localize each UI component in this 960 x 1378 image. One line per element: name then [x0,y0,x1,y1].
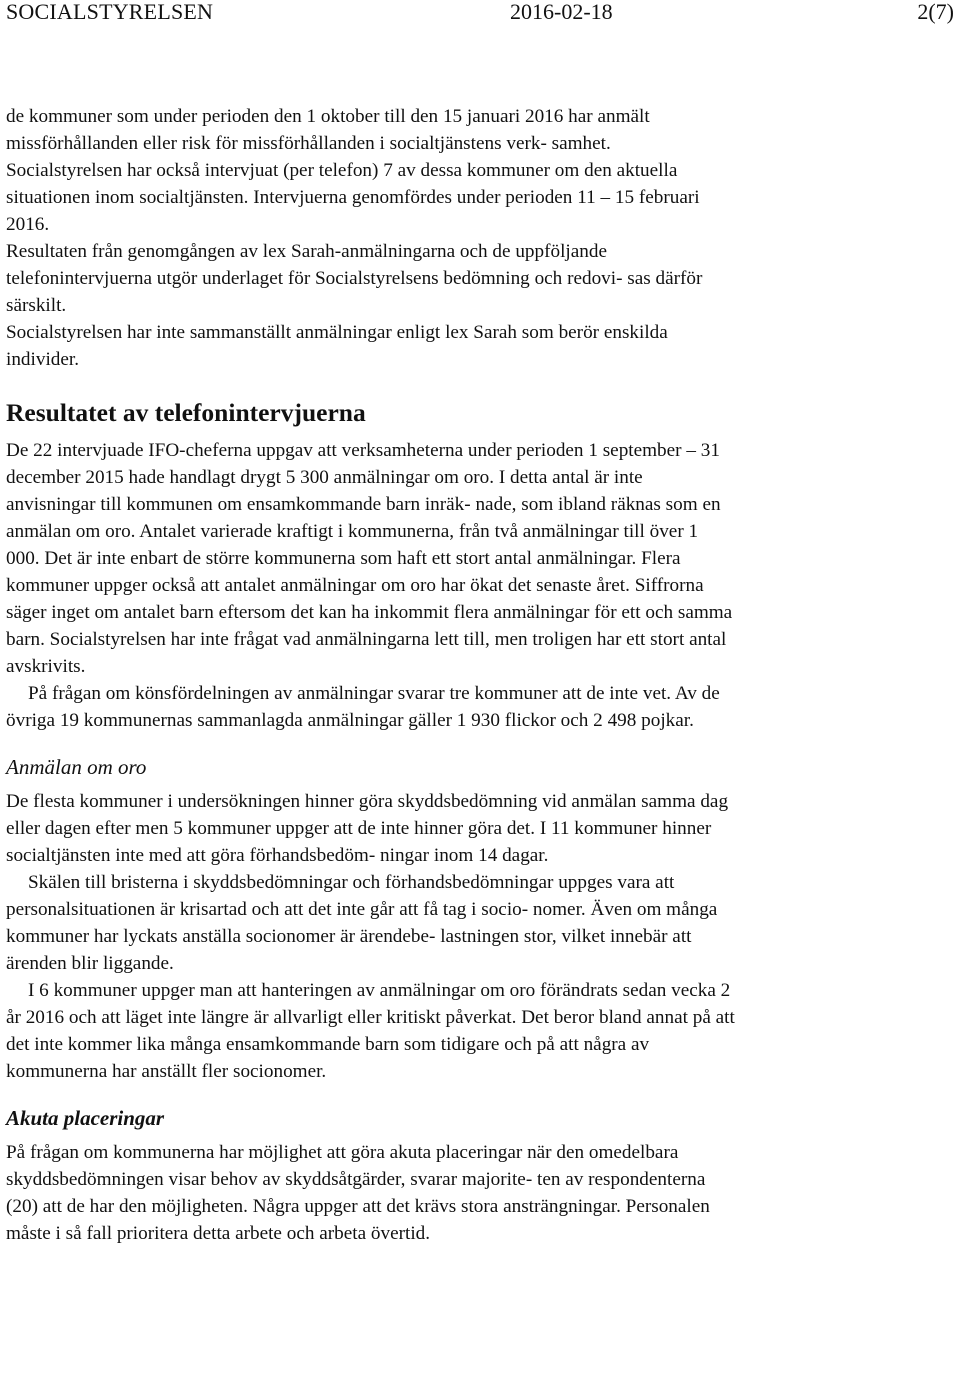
document-body [6,103,736,1247]
results-paragraph-1: De 22 intervjuade IFO-cheferna uppgav att verksamheterna under perioden 1 september – 31 december 2015 hade handlagt drygt 5 300 anmälningar om oro. I detta antal är inte anvisningar till kommunen om ensamkommande barn inräk- nade, som ibland räknas som en anmälan om oro. Antalet varierade kraftigt i kommunerna, från två anmälningar till över 1 000. Det är inte enbart de större kommunerna som haft ett stort antal anmälningar. Flera kommuner uppger också att antalet anmälningar om oro har ökat det senaste året. Siffrorna säger inget om antalet barn eftersom det kan ha inkommit flera anmälningar för ett och samma barn. Socialstyrelsen har inte frågat vad anmälningarna lett till, men troligen har ett stort antal avskrivits. [6,440,733,677]
header-organization: SOCIALSTYRELSEN [6,0,214,24]
concern-paragraph-2: Skälen till bristerna i skyddsbedömningar och förhandsbedömningar uppges vara att personalsituationen är krisartad och att det inte går att få tag i socio- nomer. Även om många kommuner har lyckats anställa socionomer är ärendebe- lastningen stor, vilket innebär att ärenden blir liggande. [6,872,718,974]
intro-paragraph-4: Socialstyrelsen har inte sammanställt anmälningar enligt lex Sarah som berör enskilda individer. [6,322,668,370]
section-heading-results: Resultatet av telefonintervjuerna [6,398,366,427]
concern-paragraph-3: I 6 kommuner uppger man att hanteringen av anmälningar om oro förändrats sedan vecka 2 år 2016 och att läget inte längre är allvarligt eller kritiskt påverkat. Det beror bland annat på att det inte kommer lika många ensamkommande barn som tidigare och på att några av kommunerna har anställt fler socionomer. [6,980,735,1082]
header-page-number: 2(7) [917,0,954,24]
intro-paragraph-2: Socialstyrelsen har också intervjuat (per telefon) 7 av dessa kommuner om den aktuella situationen inom socialtjänsten. Intervjuerna genomfördes under perioden 11 – 15 februari 2016. [6,160,700,235]
header-date: 2016-02-18 [510,0,613,24]
page-header [0,0,960,28]
section-heading-urgent-placements: Akuta placeringar [6,1106,165,1130]
intro-paragraph-3: Resultaten från genomgången av lex Sarah-anmälningarna och de uppföljande telefonintervjuerna utgör underlaget för Socialstyrelsens bedömning och redovi- sas därför särskilt. [6,241,703,316]
concern-paragraph-1: De flesta kommuner i undersökningen hinner göra skyddsbedömning vid anmälan samma dag eller dagen efter men 5 kommuner uppger att de inte hinner göra det. I 11 kommuner hinner socialtjänsten inte med att göra förhandsbedöm- ningar inom 14 dagar. [6,791,729,866]
results-paragraph-2: På frågan om könsfördelningen av anmälningar svarar tre kommuner att de inte vet. Av de övriga 19 kommunernas sammanlagda anmälningar gäller 1 930 flickor och 2 498 pojkar. [6,683,720,731]
intro-paragraph-1: de kommuner som under perioden den 1 oktober till den 15 januari 2016 har anmält missförhållanden eller risk för missförhållanden i socialtjänstens verk- samhet. [6,106,650,154]
placements-paragraph-1: På frågan om kommunerna har möjlighet att göra akuta placeringar när den omedelbara skyddsbedömningen visar behov av skyddsåtgärder, svarar majorite- ten av respondenterna (20) att de har den möjligheten. Några uppger att det krävs stora ansträngningar. Personalen måste i så fall prioritera detta arbete och arbeta övertid. [6,1142,710,1244]
section-heading-concern-reports: Anmälan om oro [6,755,147,779]
